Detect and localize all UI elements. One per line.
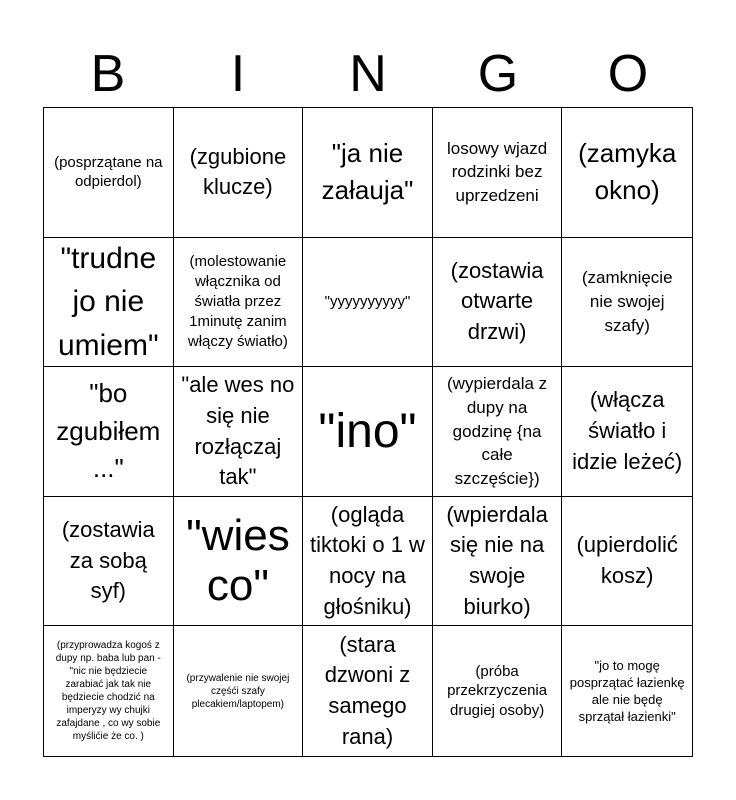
bingo-cell[interactable]: (włącza światło i idzie leżeć) — [562, 367, 692, 497]
bingo-cell[interactable]: (ogląda tiktoki o 1 w nocy na głośniku) — [303, 497, 433, 627]
bingo-cell[interactable]: losowy wjazd rodzinki bez uprzedzeni — [433, 108, 563, 238]
bingo-cell[interactable]: (zostawia otwarte drzwi) — [433, 238, 563, 368]
bingo-cell[interactable]: (stara dzwoni z samego rana) — [303, 626, 433, 756]
bingo-cell[interactable]: (posprzątane na odpierdol) — [44, 108, 174, 238]
bingo-cell[interactable]: (próba przekrzyczenia drugiej osoby) — [433, 626, 563, 756]
header-letter-g: G — [477, 45, 519, 103]
bingo-cell[interactable]: (upierdolić kosz) — [562, 497, 692, 627]
bingo-cell[interactable]: "bo zgubiłem ..." — [44, 367, 174, 497]
bingo-cell[interactable]: (wypierdala z dupy na godzinę {na całe szczęście}) — [433, 367, 563, 497]
bingo-free-cell[interactable]: "ino" — [303, 367, 433, 497]
header-letter-i: I — [230, 45, 246, 103]
bingo-cell[interactable]: (zamyka okno) — [562, 108, 692, 238]
bingo-cell[interactable]: "ja nie załauja" — [303, 108, 433, 238]
bingo-cell[interactable]: (zgubione klucze) — [174, 108, 304, 238]
bingo-header — [43, 40, 693, 108]
bingo-cell[interactable]: "jo to mogę posprzątać łazienkę ale nie będę sprzątał łazienki" — [569, 657, 685, 725]
header-letter-n: N — [349, 45, 387, 103]
bingo-cell[interactable]: "ale wes no się nie rozłączaj tak" — [174, 367, 304, 497]
bingo-cell[interactable]: "wies co" — [174, 497, 304, 627]
bingo-cell[interactable]: "yyyyyyyyyy" — [303, 238, 433, 368]
bingo-cell[interactable]: (przyprowadza kogoś z dupy np. baba lub pan - "nic nie będziecie zarabiać jak tak nie będziecie chodzić na imperyzy wy chujki zafajdane , co wy sobie myślićie że co. ) — [44, 626, 174, 756]
bingo-cell[interactable]: "trudne jo nie umiem" — [44, 238, 174, 368]
bingo-cell[interactable]: (przywalenie nie swojej częśći szafy plecakiem/laptopem) — [174, 626, 304, 756]
header-letter-o: O — [607, 45, 649, 103]
header-letter-b: B — [90, 45, 126, 103]
bingo-cell[interactable]: (molestowanie włącznika od światła przez 1minutę zanim włączy światło) — [174, 238, 304, 368]
bingo-cell[interactable]: (wpierdala się nie na swoje biurko) — [433, 497, 563, 627]
bingo-cell[interactable]: (zostawia za sobą syf) — [44, 497, 174, 627]
bingo-cell[interactable]: (zamknięcie nie swojej szafy) — [562, 238, 692, 368]
bingo-board — [43, 107, 693, 757]
